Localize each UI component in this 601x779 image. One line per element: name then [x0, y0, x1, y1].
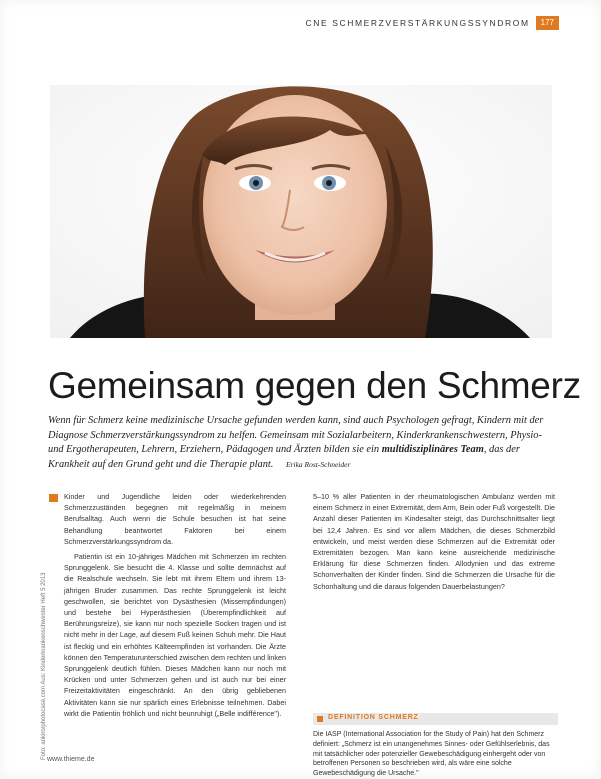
box-marker-icon [317, 716, 323, 722]
page-number-tag: 177 [536, 16, 559, 30]
definition-box-body [313, 730, 558, 779]
photo-credit [32, 520, 47, 760]
photo-credit-text: Foto: ankiro/photocase.com Aus: Kinderkrankenschwester Heft 5 2013 [41, 572, 47, 760]
running-header-text: CNE SCHMERZVERSTÄRKUNGSSYNDROM [305, 18, 530, 28]
article-lead [48, 414, 560, 472]
lead-text-end: , das der Krankheit auf den Grund geht und die Therapie plant. [48, 444, 520, 470]
definition-box-header [313, 713, 558, 725]
body-paragraph: Patientin ist ein 10-jähriges Mädchen mit Schmerzen im rechten Sprunggelenk. Sie besucht die 4. Klasse und sollte demnächst auf die Realschule wechseln. Sie lebt mit ihrem Eltern und ihrem 13-jährigen Bruder zusammen. Das rechte Sprunggelenk ist leicht geschwollen, sie berichtet von Dysästhesien (Missempfindungen) und bestehe bei Hyperästhesien (Überempfindlichkeit auf Berührungsreize), sie kann nur noch spezielle Socken tragen und ist nicht mehr in der Lage, auf diesem Fuß keinen Schuh mehr. Die Haut ist fleckig und ein erhöhtes Kälteempfinden ist vorhanden. Die Ärzte können den Temperaturunterschied zwischen dem rechten und linken Sprunggelenk deutlich fühlen. Dieses Mädchen kann nur noch mit Krücken und unter Schmerzen gehen und ist auch nur bei einer Freizeitaktivitäten eingeschränkt. An den übrig gebliebenen Aktivitäten kann sie nur spärlich eines Erlebnisse teilnehmen. Dabei wirkt die Patientin fröhlich und nicht beunruhigt („Belle indifférence"). [64, 552, 286, 718]
lead-highlight: multidisziplinäres Team [381, 444, 484, 456]
paragraph-start-marker [49, 494, 58, 502]
body-paragraph: Kinder und Jugendliche leiden oder wiederkehrenden Schmerzzuständen begegnen mit regelmäßig in meinem Berufsalltag. Auch wenn die Schule besuchen ist hat seine Behandlung beantwortet Faktoren bei einem Schmerzverstärkungssyndrom da. [64, 492, 286, 546]
body-paragraph: 5–10 % aller Patienten in der rheumatologischen Ambulanz werden mit einem Schmerz in einer Extremität, dem Arm, Bein oder Fuß vorgestellt. Die Anzahl dieser Patienten im Kindesalter steigt, das Durchschnittsalter liegt bei 12,4 Jahren. Es sind vor allem Mädchen, die dieses Schmerzbild entwickeln, und meist werden diese Schmerzen auf die Extremität oder Extremitäten bezogen. Man kann keine ausreichende medizinische Erklärung für diese Schmerzen finden. Allodynien und das extreme Schonverhalten der Kinder finden. Sind die Schmerzen die Ursache für die Schonhaltung und die daraus folgenden Dauerbelastungen? [313, 492, 555, 591]
definition-text: Die IASP (International Association for the Study of Pain) hat den Schmerz definiert: „Schmerz ist ein unangenehmes Sinnes- oder Gefühlserlebnis, das mit tatsächlicher oder potenzieller Gewebeschädigung einhergeht oder von betroffenen Personen so beschrieben wird, als wäre eine solche Gewebeschädigung die Ursache." [313, 731, 550, 778]
definition-box-title: DEFINITION SCHMERZ [328, 714, 419, 721]
article-headline: Gemeinsam gegen den Schmerz [48, 365, 581, 406]
body-column-left [64, 491, 286, 723]
lead-text: Wenn für Schmerz keine medizinische Ursache gefunden werden kann, sind auch Psychologen gefragt, Kindern mit der Diagnose Schmerzverstärkungssyndrom zu helfen. Gemeinsam mit Sozialarbeitern, Kinderkrankenschwestern, Physio- und Ergotherapeuten, Lehrern, Erziehern, Pädagogen und Ärzten bilden sie ein [48, 415, 544, 456]
footer-url: www.thieme.de [47, 756, 95, 763]
author-name: Erika Rost-Schneider [286, 459, 351, 469]
body-column-right [313, 491, 555, 596]
running-header [305, 16, 559, 30]
article-photo [50, 85, 552, 338]
